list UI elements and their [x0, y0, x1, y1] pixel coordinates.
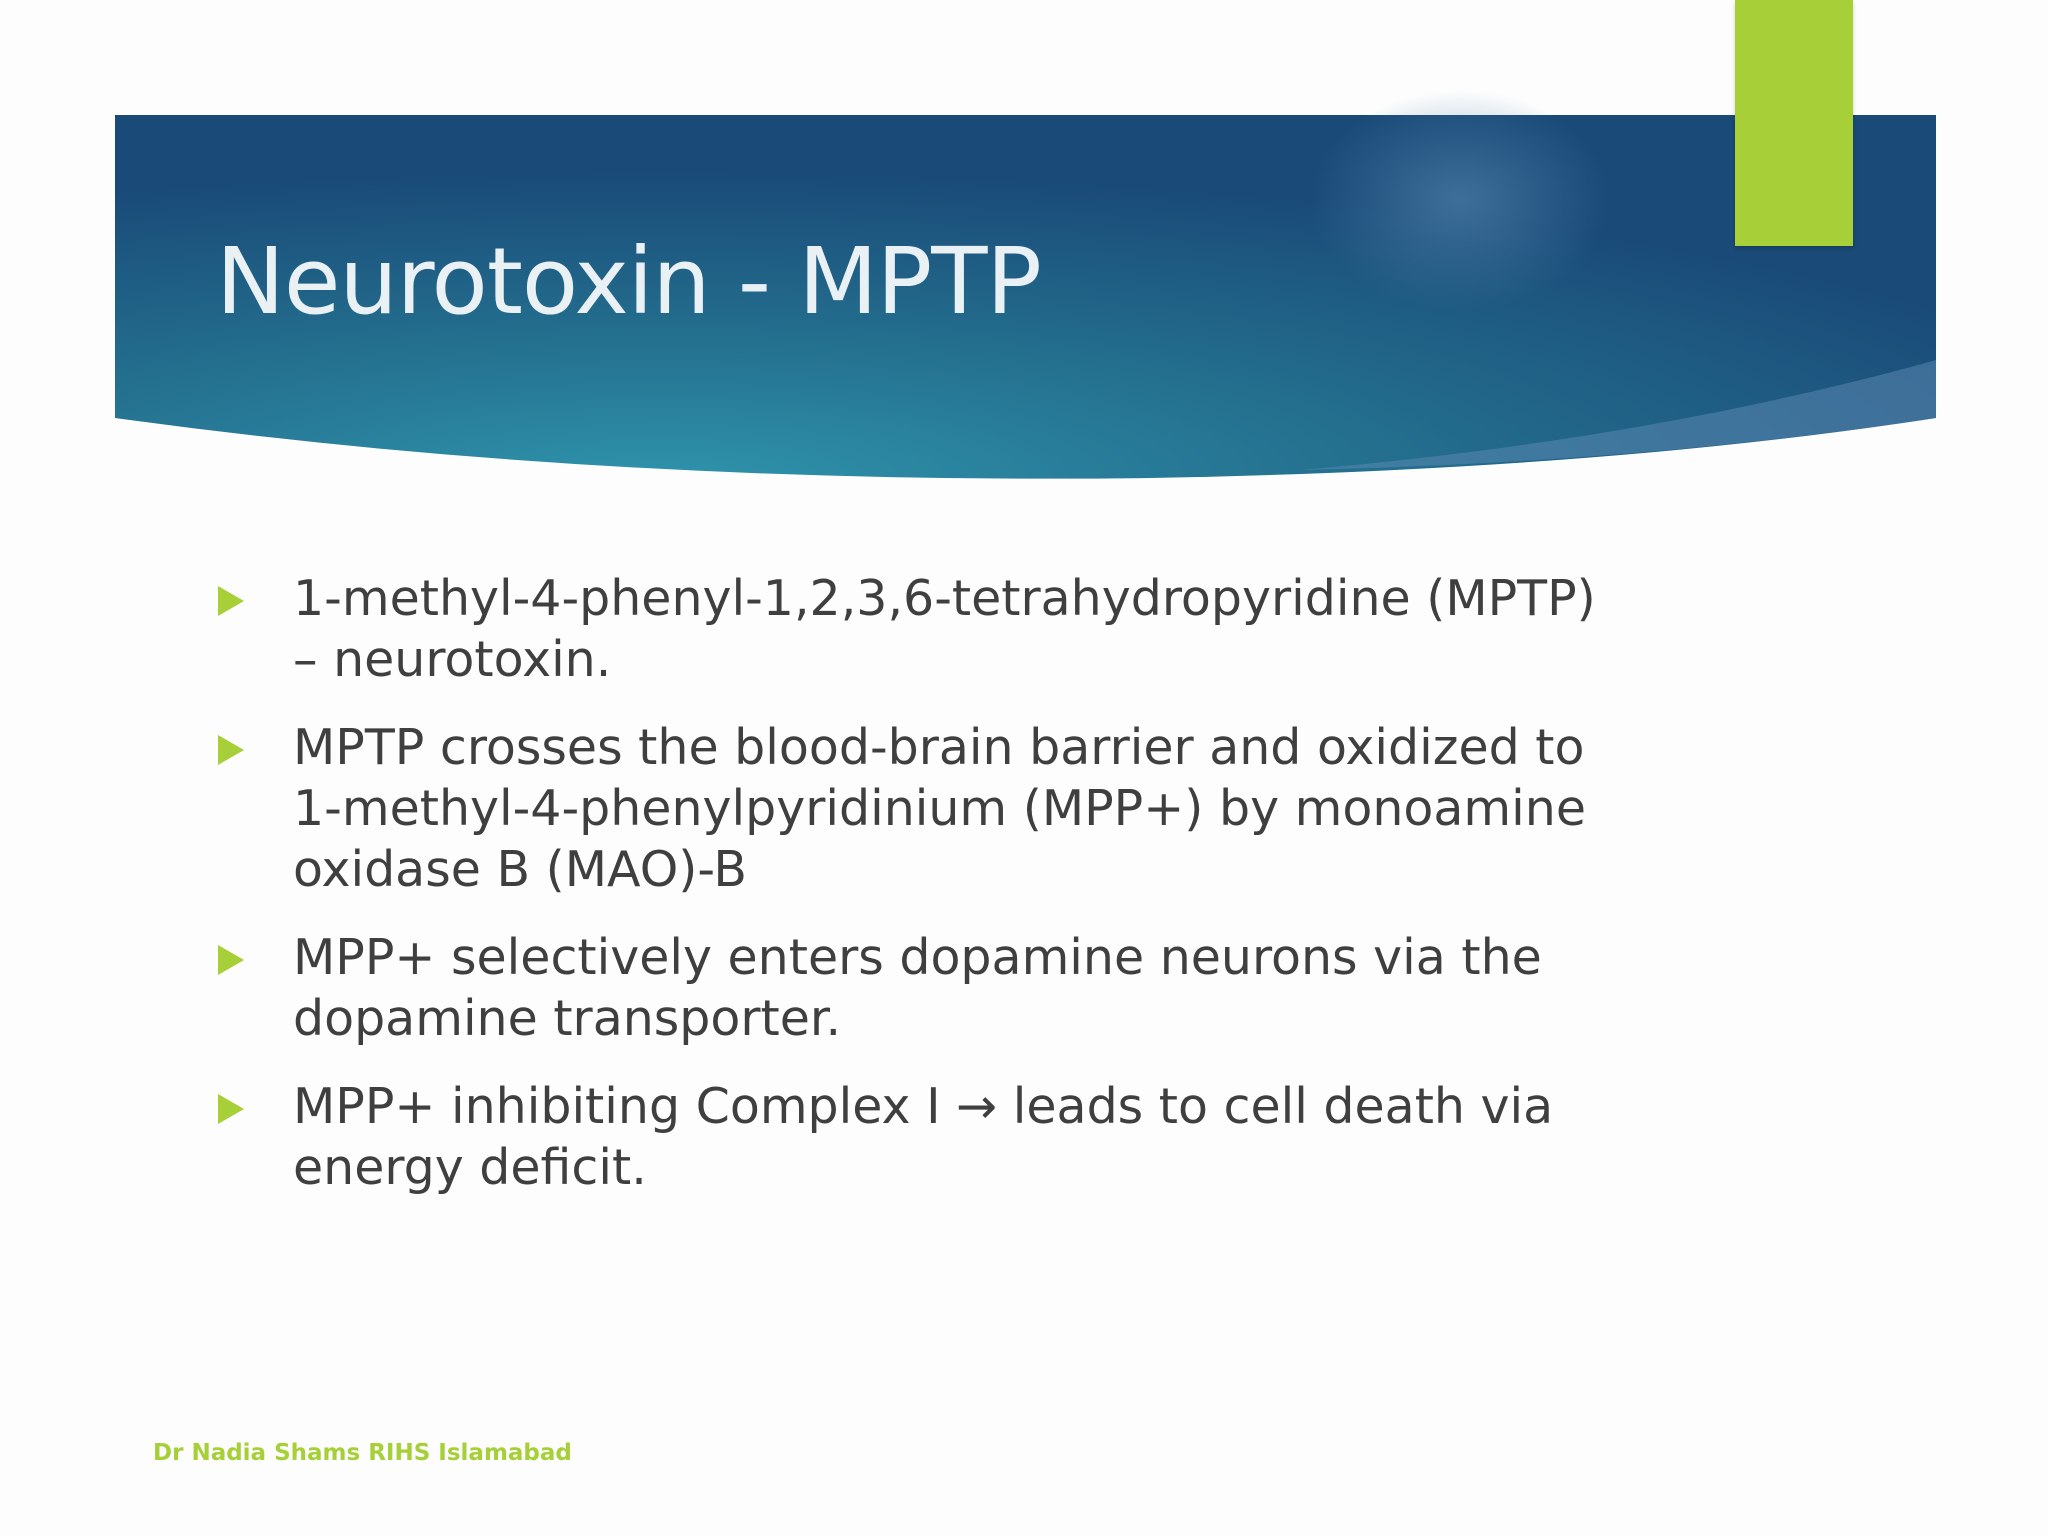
bullet-arrow-icon — [218, 735, 244, 765]
bullet-item — [214, 717, 1674, 900]
accent-tab — [1735, 0, 1853, 246]
bullet-text-line: – neurotoxin. — [293, 631, 612, 688]
bullet-text-line: oxidase B (MAO)-B — [293, 841, 747, 898]
bullet-text-line: dopamine transporter. — [293, 990, 842, 1047]
bullet-arrow-icon — [218, 586, 244, 616]
slide-title: Neurotoxin - MPTP — [216, 228, 1041, 335]
bullet-item — [214, 927, 1674, 1049]
bullet-text-line: 1-methyl-4-phenyl-1,2,3,6-tetrahydropyridine (MPTP) — [293, 570, 1596, 627]
bullet-list — [214, 568, 1674, 1225]
footer-credit: Dr Nadia Shams RIHS Islamabad — [153, 1440, 572, 1466]
bullet-item — [214, 1076, 1674, 1198]
bullet-text-line: MPTP crosses the blood-brain barrier and oxidized to — [293, 719, 1585, 776]
bullet-item — [214, 568, 1674, 690]
bullet-arrow-icon — [218, 945, 244, 975]
bullet-text-line: 1-methyl-4-phenylpyridinium (MPP+) by monoamine — [293, 780, 1586, 837]
bullet-text-line: MPP+ selectively enters dopamine neurons via the — [293, 929, 1542, 986]
bullet-text-line: MPP+ inhibiting Complex I → leads to cell death via — [293, 1078, 1554, 1135]
bullet-arrow-icon — [218, 1094, 244, 1124]
banner-glow — [1310, 90, 1610, 310]
bullet-text-line: energy deficit. — [293, 1139, 647, 1196]
